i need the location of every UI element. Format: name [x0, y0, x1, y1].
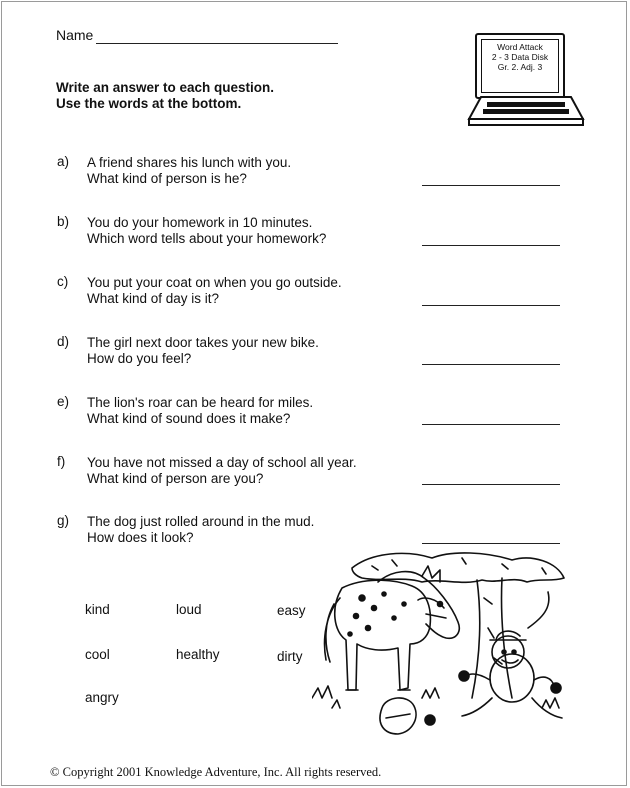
monitor-label [481, 39, 559, 93]
question-d-line-2: How do you feel? [87, 351, 192, 366]
question-b-line-1: You do your homework in 10 minutes. [87, 215, 313, 230]
name-answer-line[interactable] [96, 43, 338, 44]
word-dirty: dirty [277, 649, 303, 664]
question-a-text [87, 155, 291, 187]
instruction-line-2: Use the words at the bottom. [56, 96, 242, 111]
answer-line-b[interactable] [422, 245, 560, 246]
question-c-text [87, 275, 342, 307]
word-cool: cool [85, 647, 110, 662]
monitor-line-1: Word Attack [497, 42, 543, 52]
copyright-notice: © Copyright 2001 Knowledge Adventure, Inc. All rights reserved. [50, 765, 382, 779]
answer-line-e[interactable] [422, 424, 560, 425]
question-b-line-2: Which word tells about your homework? [87, 231, 327, 246]
question-d-line-1: The girl next door takes your new bike. [87, 335, 319, 350]
answer-line-g[interactable] [422, 543, 560, 544]
question-f-text [87, 455, 357, 487]
answer-line-a[interactable] [422, 185, 560, 186]
monitor-line-2: 2 - 3 Data Disk [491, 52, 549, 62]
question-c-line-2: What kind of day is it? [87, 291, 220, 306]
question-a-letter: a) [57, 154, 70, 169]
question-d-text [87, 335, 319, 367]
word-easy: easy [277, 603, 306, 618]
monitor-screen [475, 33, 565, 99]
word-kind: kind [85, 602, 110, 617]
instructions [56, 80, 274, 112]
question-e-text [87, 395, 313, 427]
answer-line-c[interactable] [422, 305, 560, 306]
word-angry: angry [85, 690, 119, 705]
monitor-line-3: Gr. 2. Adj. 3 [497, 62, 543, 72]
instruction-line-1: Write an answer to each question. [56, 80, 275, 95]
question-c-letter: c) [57, 274, 69, 289]
question-b-text [87, 215, 326, 247]
question-g-text [87, 514, 314, 546]
question-f-line-1: You have not missed a day of school all year. [87, 455, 357, 470]
answer-line-d[interactable] [422, 364, 560, 365]
question-c-line-1: You put your coat on when you go outside. [87, 275, 342, 290]
question-g-line-2: How does it look? [87, 530, 194, 545]
question-f-line-2: What kind of person are you? [87, 471, 264, 486]
question-e-line-1: The lion's roar can be heard for miles. [87, 395, 314, 410]
answer-line-f[interactable] [422, 484, 560, 485]
question-a-line-2: What kind of person is he? [87, 171, 247, 186]
question-a-line-1: A friend shares his lunch with you. [87, 155, 292, 170]
question-f-letter: f) [57, 454, 66, 469]
question-g-line-1: The dog just rolled around in the mud. [87, 514, 315, 529]
computer-monitor-icon [467, 33, 585, 129]
question-e-line-2: What kind of sound does it make? [87, 411, 291, 426]
question-d-letter: d) [57, 334, 70, 349]
horse-and-mouse-illustration [312, 548, 574, 748]
question-b-letter: b) [57, 214, 70, 229]
word-healthy: healthy [176, 647, 220, 662]
name-label: Name [56, 27, 94, 43]
keyboard-icon [467, 95, 585, 129]
question-g-letter: g) [57, 513, 70, 528]
word-loud: loud [176, 602, 202, 617]
question-e-letter: e) [57, 394, 70, 409]
